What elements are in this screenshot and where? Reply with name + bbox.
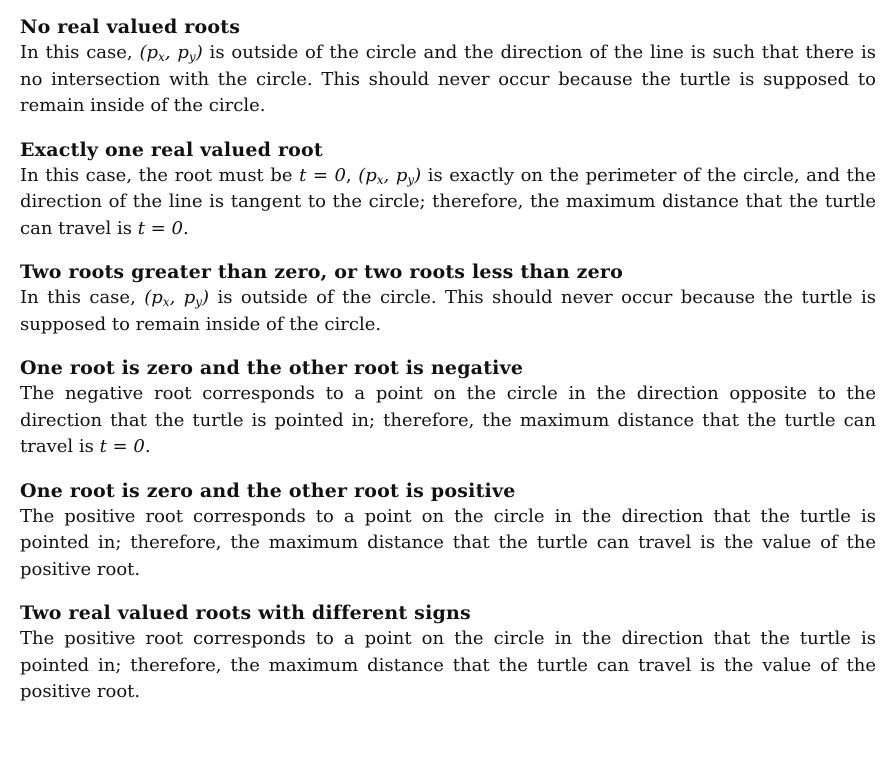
section-no-real-roots	[20, 14, 876, 120]
math-point: ($p_x$, $p_y$)	[144, 287, 210, 309]
section-zero-and-positive	[20, 478, 876, 584]
section-zero-and-negative	[20, 355, 876, 461]
math-point: ($p_x$, $p_y$)	[139, 42, 203, 64]
section-body: The positive root corresponds to a point on the circle in the direction that the turtle is pointed in; therefore, the maximum distance that the turtle can travel is the value of the positive root.	[20, 628, 876, 702]
section-different-signs	[20, 600, 876, 706]
math-point: ($p_x$, $p_y$)	[358, 164, 422, 187]
math-t-zero: t = 0	[299, 164, 346, 186]
math-t-zero: t = 0	[137, 217, 183, 239]
section-heading: Two roots greater than zero, or two roots less than zero	[20, 261, 624, 283]
section-one-real-root	[20, 137, 876, 243]
section-body: In this case, ($p_x$, $p_y$) is outside of the circle. This should never occur because the turtle is supposed to remain inside of the circle.	[20, 287, 876, 335]
section-heading: Two real valued roots with different signs	[20, 602, 471, 624]
section-heading: One root is zero and the other root is negative	[20, 357, 524, 379]
section-body: In this case, ($p_x$, $p_y$) is outside of the circle and the direction of the line is such that there is no intersection with the circle. This should never occur because the turtle is supposed to remain inside of the circle.	[20, 42, 876, 116]
section-heading: Exactly one real valued root	[20, 138, 323, 161]
section-two-roots-same-sign	[20, 259, 876, 338]
section-heading: One root is zero and the other root is positive	[20, 479, 516, 502]
section-body: In this case, the root must be t = 0, ($p_x$, $p_y$) is exactly on the perimeter of the circle, and the direction of the line is tangent to the circle; therefore, the maximum distance that the turtle can travel is t = 0.	[20, 164, 876, 239]
section-body: The negative root corresponds to a point on the circle in the direction opposite to the direction that the turtle is pointed in; therefore, the maximum distance that the turtle can travel is t = 0.	[20, 383, 876, 457]
math-t-zero: t = 0	[99, 436, 145, 457]
section-heading: No real valued roots	[20, 16, 241, 38]
section-body: The positive root corresponds to a point on the circle in the direction that the turtle is pointed in; therefore, the maximum distance that the turtle can travel is the value of the positive root.	[20, 505, 876, 580]
